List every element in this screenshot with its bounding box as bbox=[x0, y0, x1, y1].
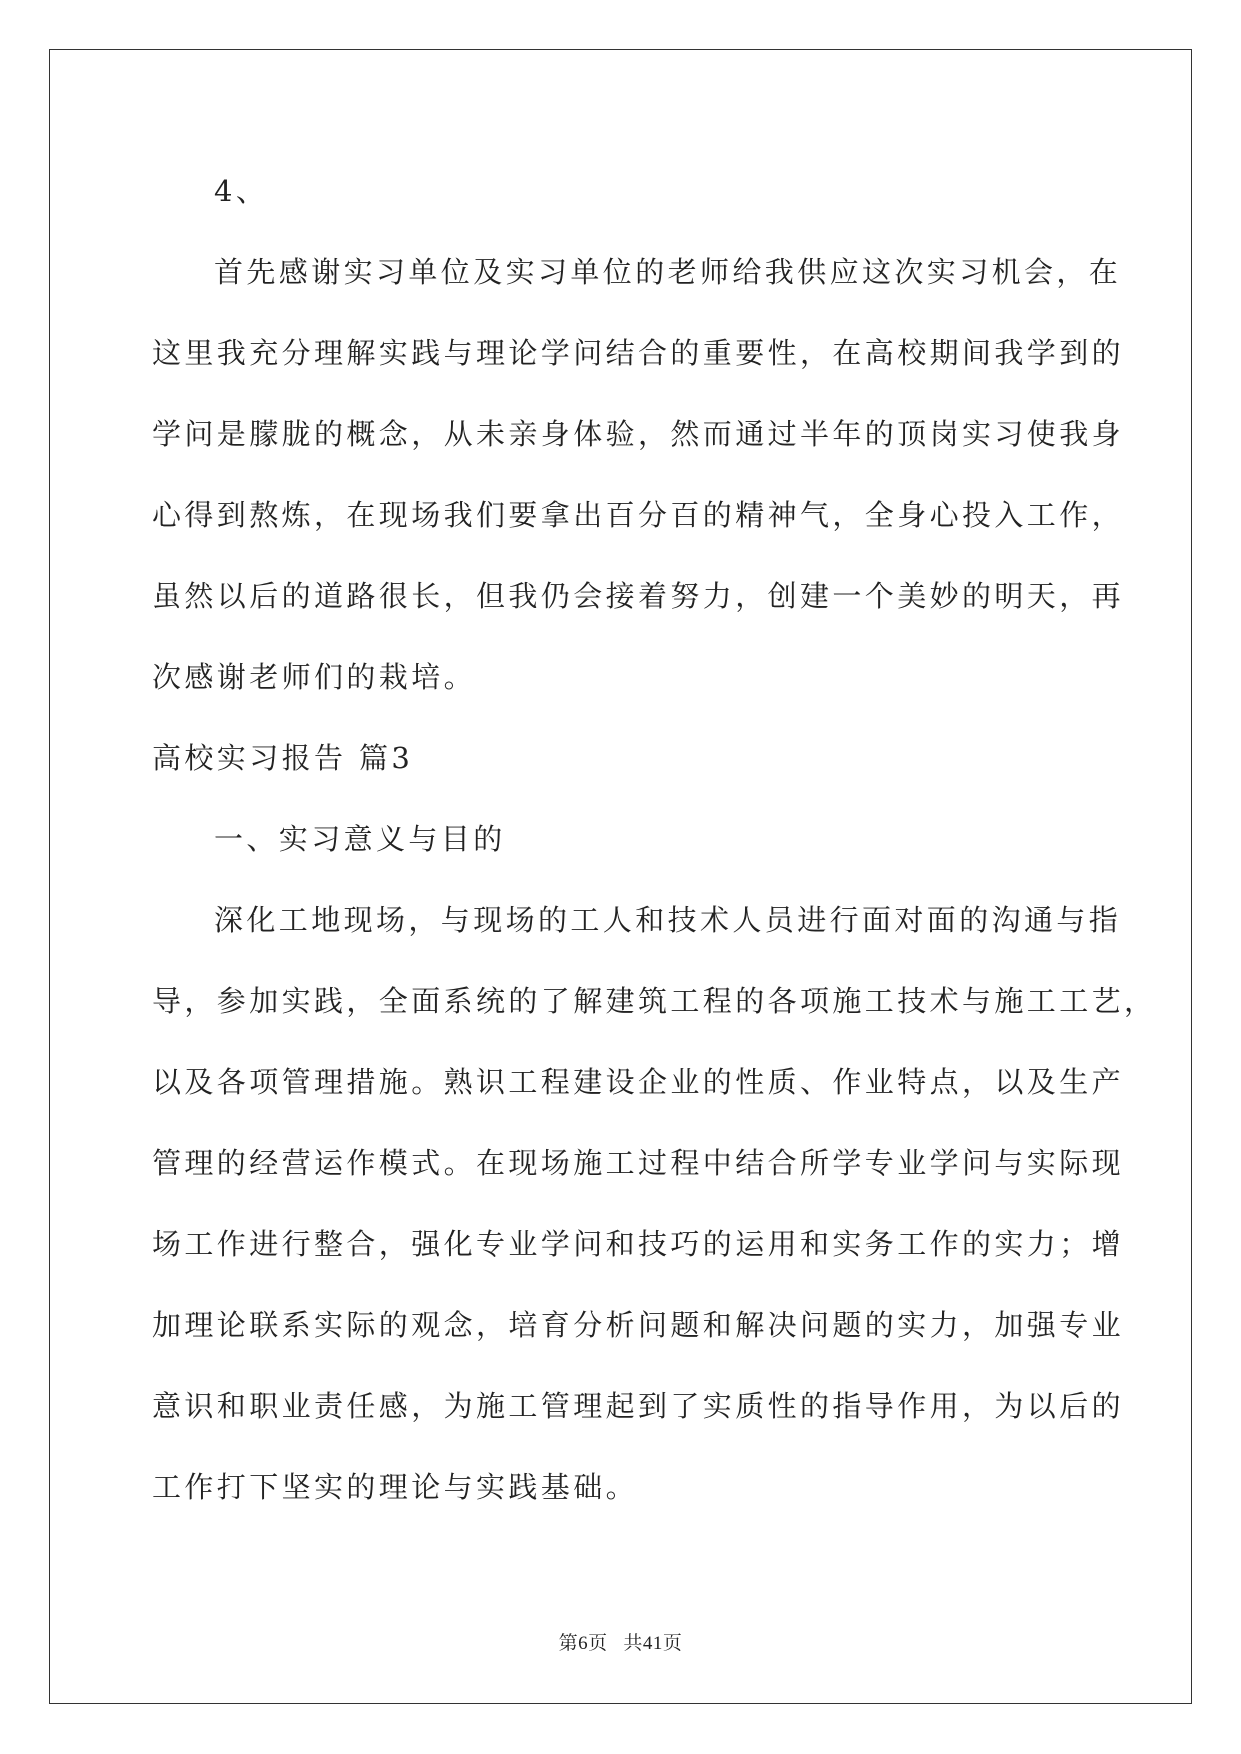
paragraph-line: 加理论联系实际的观念，培育分析问题和解决问题的实力，加强专业 bbox=[152, 1308, 1125, 1342]
paragraph-line: 管理的经营运作模式。在现场施工过程中结合所学专业学问与实际现 bbox=[152, 1146, 1125, 1180]
paragraph-line: 工作打下坚实的理论与实践基础。 bbox=[152, 1470, 639, 1504]
paragraph-line: 这里我充分理解实践与理论学问结合的重要性，在高校期间我学到的 bbox=[152, 336, 1125, 370]
paragraph-line: 意识和职业责任感，为施工管理起到了实质性的指导作用，为以后的 bbox=[152, 1389, 1125, 1423]
section-heading: 高校实习报告 篇3 bbox=[152, 741, 414, 775]
paragraph-line: 场工作进行整合，强化专业学问和技巧的运用和实务工作的实力；增 bbox=[152, 1227, 1125, 1261]
document-body bbox=[152, 162, 1157, 1539]
paragraph-line: 次感谢老师们的栽培。 bbox=[152, 660, 477, 694]
paragraph-line: 学问是朦胧的概念，从未亲身体验，然而通过半年的顶岗实习使我身 bbox=[152, 417, 1125, 451]
paragraph-line: 以及各项管理措施。熟识工程建设企业的性质、作业特点，以及生产 bbox=[152, 1065, 1125, 1099]
paragraph-line: 4、 bbox=[214, 174, 269, 208]
paragraph-line: 虽然以后的道路很长，但我仍会接着努力，创建一个美妙的明天，再 bbox=[152, 579, 1125, 613]
paragraph-line: 深化工地现场，与现场的工人和技术人员进行面对面的沟通与指 bbox=[214, 903, 1122, 937]
subsection-heading: 一、实习意义与目的 bbox=[214, 822, 506, 856]
paragraph-line: 导，参加实践，全面系统的了解建筑工程的各项施工技术与施工工艺， bbox=[152, 984, 1157, 1018]
page-number-footer: 第6页 共41页 bbox=[558, 1633, 683, 1654]
paragraph-line: 心得到熬炼，在现场我们要拿出百分百的精神气，全身心投入工作， bbox=[152, 498, 1125, 532]
paragraph-line: 首先感谢实习单位及实习单位的老师给我供应这次实习机会，在 bbox=[214, 255, 1122, 289]
